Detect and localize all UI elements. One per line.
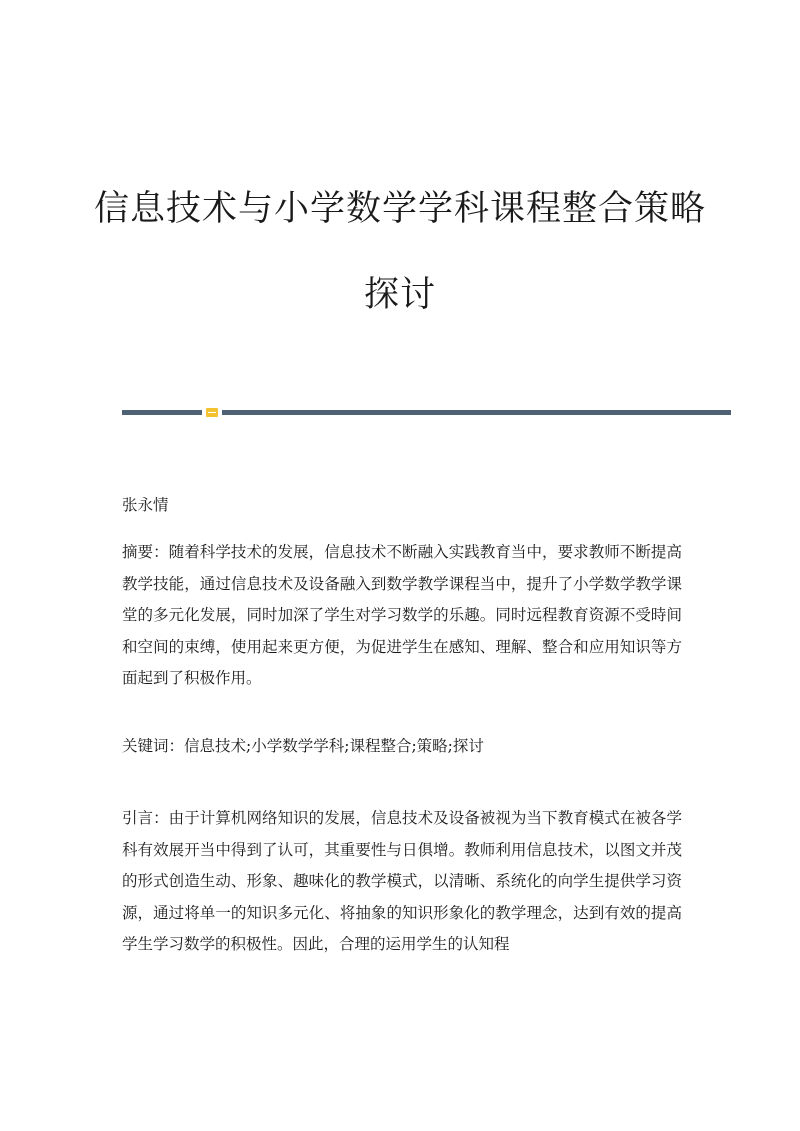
title-divider [122,408,731,416]
document-title-line-2: 探讨 [363,275,436,315]
document-title-line-1: 信息技术与小学数学学科课程整合策略 [93,189,706,229]
keywords-line: 关键词：信息技术;小学数学学科;课程整合;策略;探讨 [122,737,484,755]
introduction-paragraph: 引言：由于计算机网络知识的发展，信息技术及设备被视为当下教育模式在被各学科有效展开当中得到了认可，其重要性与日俱增。教师利用信息技术，以图文并茂的形式创造生动、形象、趣味化的教学模式，以清晰、系统化的向学生提供学习资源，通过将单一的知识多元化、将抽象的知识形象化的教学理念，达到有效的提高学生学习数学的积极性。因此，合理的运用学生的认知程 [122,809,682,953]
author-name: 张永情 [122,496,169,514]
divider-right-segment [222,410,731,415]
abstract-paragraph: 摘要：随着科学技术的发展，信息技术不断融入实践教育当中，要求教师不断提高教学技能，通过信息技术及设备融入到数学教学课程当中，提升了小学数学教学课堂的多元化发展，同时加深了学生对学习数学的乐趣。同时远程教育资源不受時间和空间的束缚，使用起来更方便，为促进学生在感知、理解、整合和应用知识等方面起到了积极作用。 [122,543,682,687]
document-badge-icon [206,408,218,417]
divider-left-segment [122,410,202,415]
